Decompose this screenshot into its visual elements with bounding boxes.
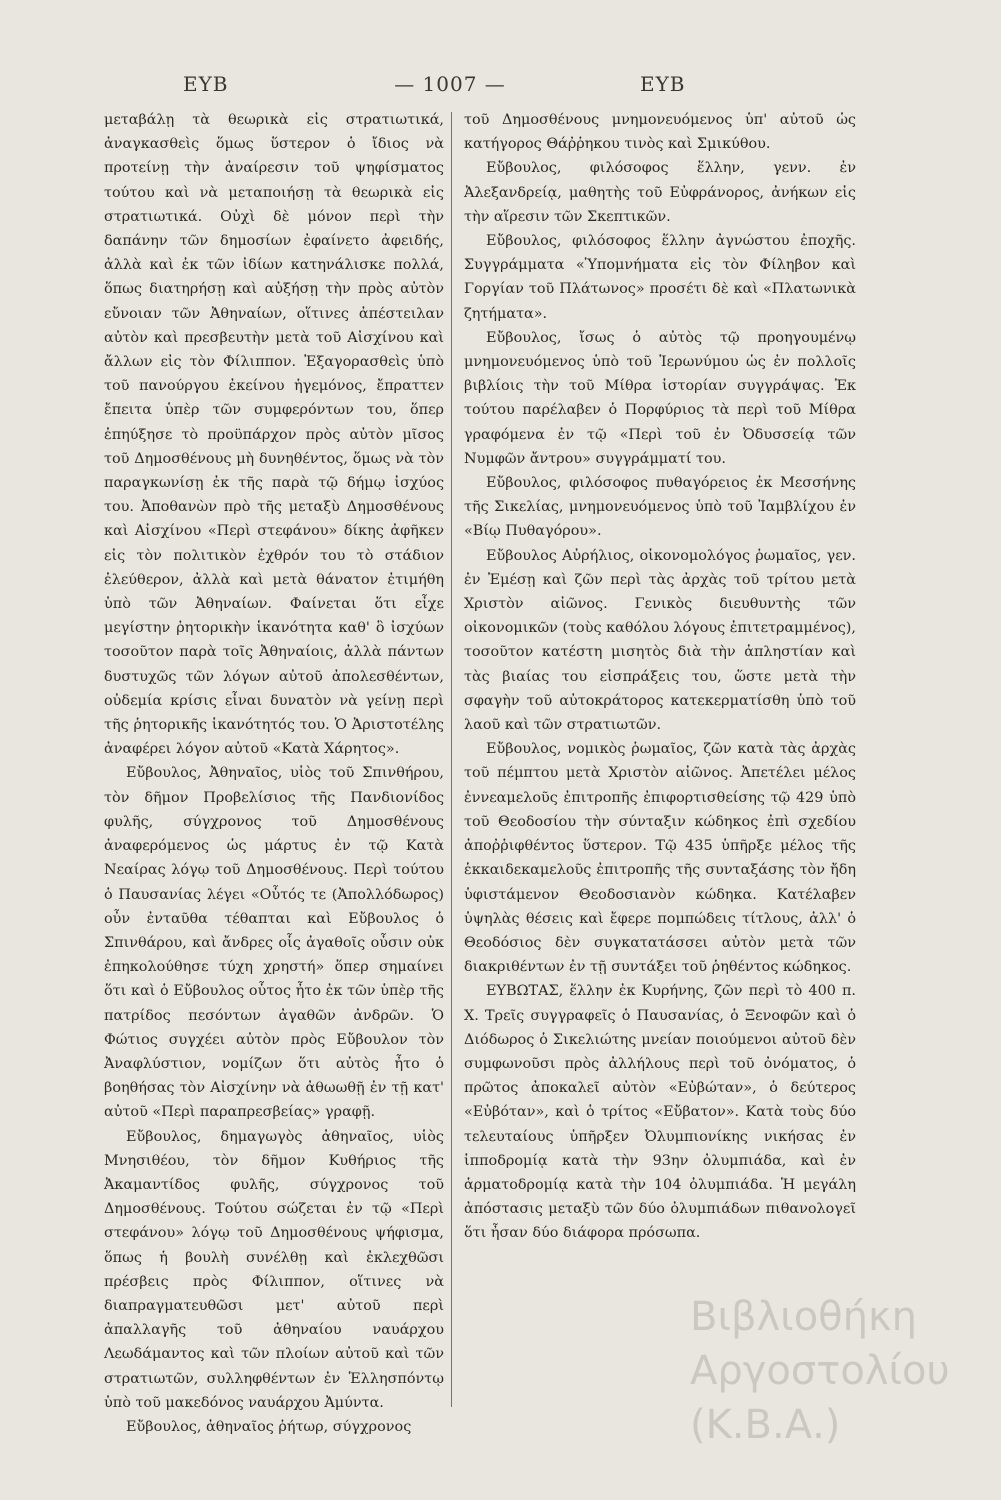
paragraph: μεταβάλῃ τὰ θεωρικὰ εἰς στρατιωτικά, ἀναγκασθεὶς ὅμως ὕστερον ὁ ἴδιος νὰ προτείνῃ τὴν ἀναίρεσιν τοῦ ψηφίσματος τούτου καὶ νὰ μεταποιήσῃ τὰ θεωρικὰ εἰς στρατιωτικά. Οὐχὶ δὲ μόνον περὶ τὴν δαπάνην τῶν δημοσίων ἐφαίνετο ἀφειδής, ἀλλὰ καὶ ἐκ τῶν ἰδίων κατηνάλισκε πολλά, ὅπως διατηρήσῃ καὶ αὐξήσῃ τὴν πρὸς αὐτὸν εὔνοιαν τῶν Ἀθηναίων, οἵτινες ἀπέστειλαν αὐτὸν καὶ πρεσβευτὴν μετὰ τοῦ Αἰσχίνου καὶ ἄλλων εἰς τὸν Φίλιππον. Ἐξαγορασθεὶς ὑπὸ τοῦ πανούργου ἐκείνου ἡγεμόνος, ἔπραττεν ἔπειτα ὑπὲρ τῶν συμφερόντων του, ὅπερ ἐπηύξησε τὸ προϋπάρχον πρὸς αὐτὸν μῖσος τοῦ Δημοσθένους μὴ δυνηθέντος, ὅμως νὰ τὸν παραγκωνίσῃ ἐκ τῆς παρὰ τῷ δήμῳ ἰσχύος του. Ἀποθανὼν πρὸ τῆς μεταξὺ Δημοσθένους καὶ Αἰσχίνου «Περὶ στεφάνου» δίκης ἀφῆκεν εἰς τὸν πολιτικὸν ἐχθρόν του τὸ στάδιον ἐλεύθερον, ἀλλὰ καὶ μετὰ θάνατον ἐτιμήθη ὑπὸ τῶν Ἀθηναίων. Φαίνεται ὅτι εἶχε μεγίστην ῥητορικὴν ἱκανότητα καθ' ὃ ἰσχύων τοσοῦτον παρὰ τοῖς Ἀθηναίοις, ἀλλὰ πάντων δυστυχῶς τῶν λόγων αὐτοῦ ἀπολεσθέντων, οὐδεμία κρίσις εἶναι δυνατὸν νὰ γείνῃ περὶ τῆς ῥητορικῆς ἱκανότητός του. Ὁ Ἀριστοτέλης ἀναφέρει λόγον αὐτοῦ «Κατὰ Χάρητος». xyxy=(104,112,444,758)
entry-paragraph: Εὔβουλος, φιλόσοφος ἕλλην ἀγνώστου ἐποχῆς. Συγγράμματα «Ὑπομνήματα εἰς τὸν Φίληβον καὶ Γοργίαν τοῦ Πλάτωνος» προσέτι δὲ καὶ «Πλατωνικὰ ζητήματα». xyxy=(464,233,856,322)
entry-paragraph: Εὔβουλος, φιλόσοφος πυθαγόρειος ἐκ Μεσσήνης τῆς Σικελίας, μνημονευόμενος ὑπὸ τοῦ Ἰαμβλίχου ἐν «Βίῳ Πυθαγόρου». xyxy=(464,475,856,540)
right-column xyxy=(464,108,856,1246)
entry-paragraph: Εὔβουλος, φιλόσοφος ἕλλην, γενν. ἐν Ἀλεξανδρείᾳ, μαθητὴς τοῦ Εὐφράνορος, ἀνήκων εἰς τὴν αἵρεσιν τῶν Σκεπτικῶν. xyxy=(464,160,856,225)
paragraph: τοῦ Δημοσθένους μνημονευόμενος ὑπ' αὐτοῦ ὡς κατήγορος Θάῤῥηκου τινὸς καὶ Σμικύθου. xyxy=(464,112,856,153)
entry-paragraph: ΕΥΒΩΤΑΣ, ἕλλην ἐκ Κυρήνης, ζῶν περὶ τὸ 400 π. Χ. Τρεῖς συγγραφεῖς ὁ Παυσανίας, ὁ Ξενοφῶν καὶ ὁ Διόδωρος ὁ Σικελιώτης μνείαν ποιούμενοι αὐτοῦ δὲν συμφωνοῦσι πρὸς ἀλλήλους περὶ τοῦ ὀνόματος, ὁ πρῶτος ἀποκαλεῖ αὐτὸν «Εὐβώταν», ὁ δεύτερος «Εὐβόταν», καὶ ὁ τρίτος «Εὔβατον». Κατὰ τοὺς δύο τελευταίους ὑπῆρξεν Ὀλυμπιονίκης νικήσας ἐν ἱπποδρομίᾳ κατὰ τὴν 93ην ὀλυμπιάδα, καὶ ἐν ἁρματοδρομίᾳ κατὰ τὴν 104 ὀλυμπιάδα. Ἡ μεγάλη ἀπόστασις μεταξὺ τῶν δύο ὀλυμπιάδων πιθανολογεῖ ὅτι ἦσαν δύο διάφορα πρόσωπα. xyxy=(464,983,856,1242)
running-head-left: ΕΥΒ xyxy=(183,72,229,96)
entry-paragraph: Εὔβουλος Αὐρήλιος, οἰκονομολόγος ῥωμαῖος, γεν. ἐν Ἐμέσῃ καὶ ζῶν περὶ τὰς ἀρχὰς τοῦ τρίτου μετὰ Χριστὸν αἰῶνος. Γενικὸς διευθυντὴς τῶν οἰκονομικῶν (τοὺς καθόλου λόγους ἐπιτετραμμένος), τοσοῦτον κατέστη μισητὸς διὰ τὴν ἀπληστίαν καὶ τὰς βιαίας του εἰσπράξεις του, ὥστε μετὰ τὴν σφαγὴν τοῦ αὐτοκράτορος κατεκερματίσθη ὑπὸ τοῦ λαοῦ καὶ τῶν στρατιωτῶν. xyxy=(464,547,856,734)
entry-paragraph: Εὔβουλος, ἴσως ὁ αὐτὸς τῷ προηγουμένῳ μνημονευόμενος ὑπὸ τοῦ Ἱερωνύμου ὡς ἐν πολλοῖς βιβλίοις τὴν τοῦ Μίθρα ἱστορίαν συγγράψας. Ἐκ τούτου παρέλαβεν ὁ Πορφύριος τὰ περὶ τοῦ Μίθρα γραφόμενα ἐν τῷ «Περὶ τοῦ ἐν Ὀδυσσείᾳ τῶν Νυμφῶν ἄντρου» συγγράμματί του. xyxy=(464,329,856,467)
left-column xyxy=(104,108,444,1439)
page-number: — 1007 — xyxy=(394,72,506,96)
library-watermark: Βιβλιοθήκη Αργοστολίου (Κ.Β.Α.) xyxy=(690,1294,950,1448)
entry-paragraph: Εὔβουλος, ἀθηναῖος ῥήτωρ, σύγχρονος xyxy=(126,1418,412,1435)
entry-paragraph: Εὔβουλος, Ἀθηναῖος, υἱὸς τοῦ Σπινθήρου, τὸν δῆμον Προβελίσιος τῆς Πανδιονίδος φυλῆς, σύγχρονος τοῦ Δημοσθένους ἀναφερόμενος ὡς μάρτυς ἐν τῷ Κατὰ Νεαίρας λόγῳ τοῦ Δημοσθένους. Περὶ τούτου ὁ Παυσανίας λέγει «Οὗτός τε (Ἀπολλόδωρος) οὖν ἐνταῦθα τέθαπται καὶ Εὔβουλος ὁ Σπινθάρου, καὶ ἄνδρες οἷς ἀγαθοῖς οὖσιν οὐκ ἐπηκολούθησε τύχη χρηστή» ὅπερ σημαίνει ὅτι καὶ ὁ Εὔβουλος οὗτος ἦτο ἐκ τῶν ὑπὲρ τῆς πατρίδος πεσόντων ἀγαθῶν ἀνδρῶν. Ὁ Φώτιος συγχέει αὐτὸν πρὸς Εὔβουλον τὸν Ἀναφλύστιον, νομίζων ὅτι αὐτὸς ἦτο ὁ βοηθήσας τὸν Αἰσχίνην νὰ ἀθωωθῇ ἐν τῇ κατ' αὐτοῦ «Περὶ παραπρεσβείας» γραφῇ. xyxy=(104,765,444,1121)
column-divider xyxy=(451,112,452,1407)
entry-paragraph: Εὔβουλος, δημαγωγὸς ἀθηναῖος, υἱὸς Μνησιθέου, τὸν δῆμον Κυθήριος τῆς Ἀκαμαντίδος φυλῆς, σύγχρονος τοῦ Δημοσθένους. Τούτου σώζεται ἐν τῷ «Περὶ στεφάνου» λόγῳ τοῦ Δημοσθένους ψήφισμα, ὅπως ἡ βουλὴ συνέλθῃ καὶ ἐκλεχθῶσι πρέσβεις πρὸς Φίλιππον, οἵτινες νὰ διαπραγματευθῶσι μετ' αὐτοῦ περὶ ἀπαλλαγῆς τοῦ ἀθηναίου ναυάρχου Λεωδάμαντος καὶ τῶν πλοίων αὐτοῦ καὶ τῶν στρατιωτῶν, συλληφθέντων ἐν Ἑλλησπόντῳ ὑπὸ τοῦ μακεδόνος ναυάρχου Ἀμύντα. xyxy=(104,1128,444,1411)
running-head-right: ΕΥΒ xyxy=(640,72,686,96)
entry-paragraph: Εὔβουλος, νομικὸς ῥωμαῖος, ζῶν κατὰ τὰς ἀρχὰς τοῦ πέμπτου μετὰ Χριστὸν αἰῶνος. Ἀπετέλει μέλος ἐννεαμελοῦς ἐπιτροπῆς ἐπιφορτισθείσης τῷ 429 ὑπὸ τοῦ Θεοδοσίου τὴν σύνταξιν κώδηκος ἐπὶ σχεδίου ἀποῤῥιφθέντος ὕστερον. Τῷ 435 ὑπῆρξε μέλος τῆς ἑκκαιδεκαμελοῦς ἐπιτροπῆς τῆς συνταξάσης τὸν ἤδη ὑφιστάμενον Θεοδοσιανὸν κώδηκα. Κατέλαβεν ὑψηλὰς θέσεις καὶ ἔφερε πομπώδεις τίτλους, ἀλλ' ὁ Θεοδόσιος δὲν συγκατατάσσει αὐτὸν μετὰ τῶν διακριθέντων ἐν τῇ συντάξει τοῦ ῥηθέντος κώδηκος. xyxy=(464,741,856,976)
